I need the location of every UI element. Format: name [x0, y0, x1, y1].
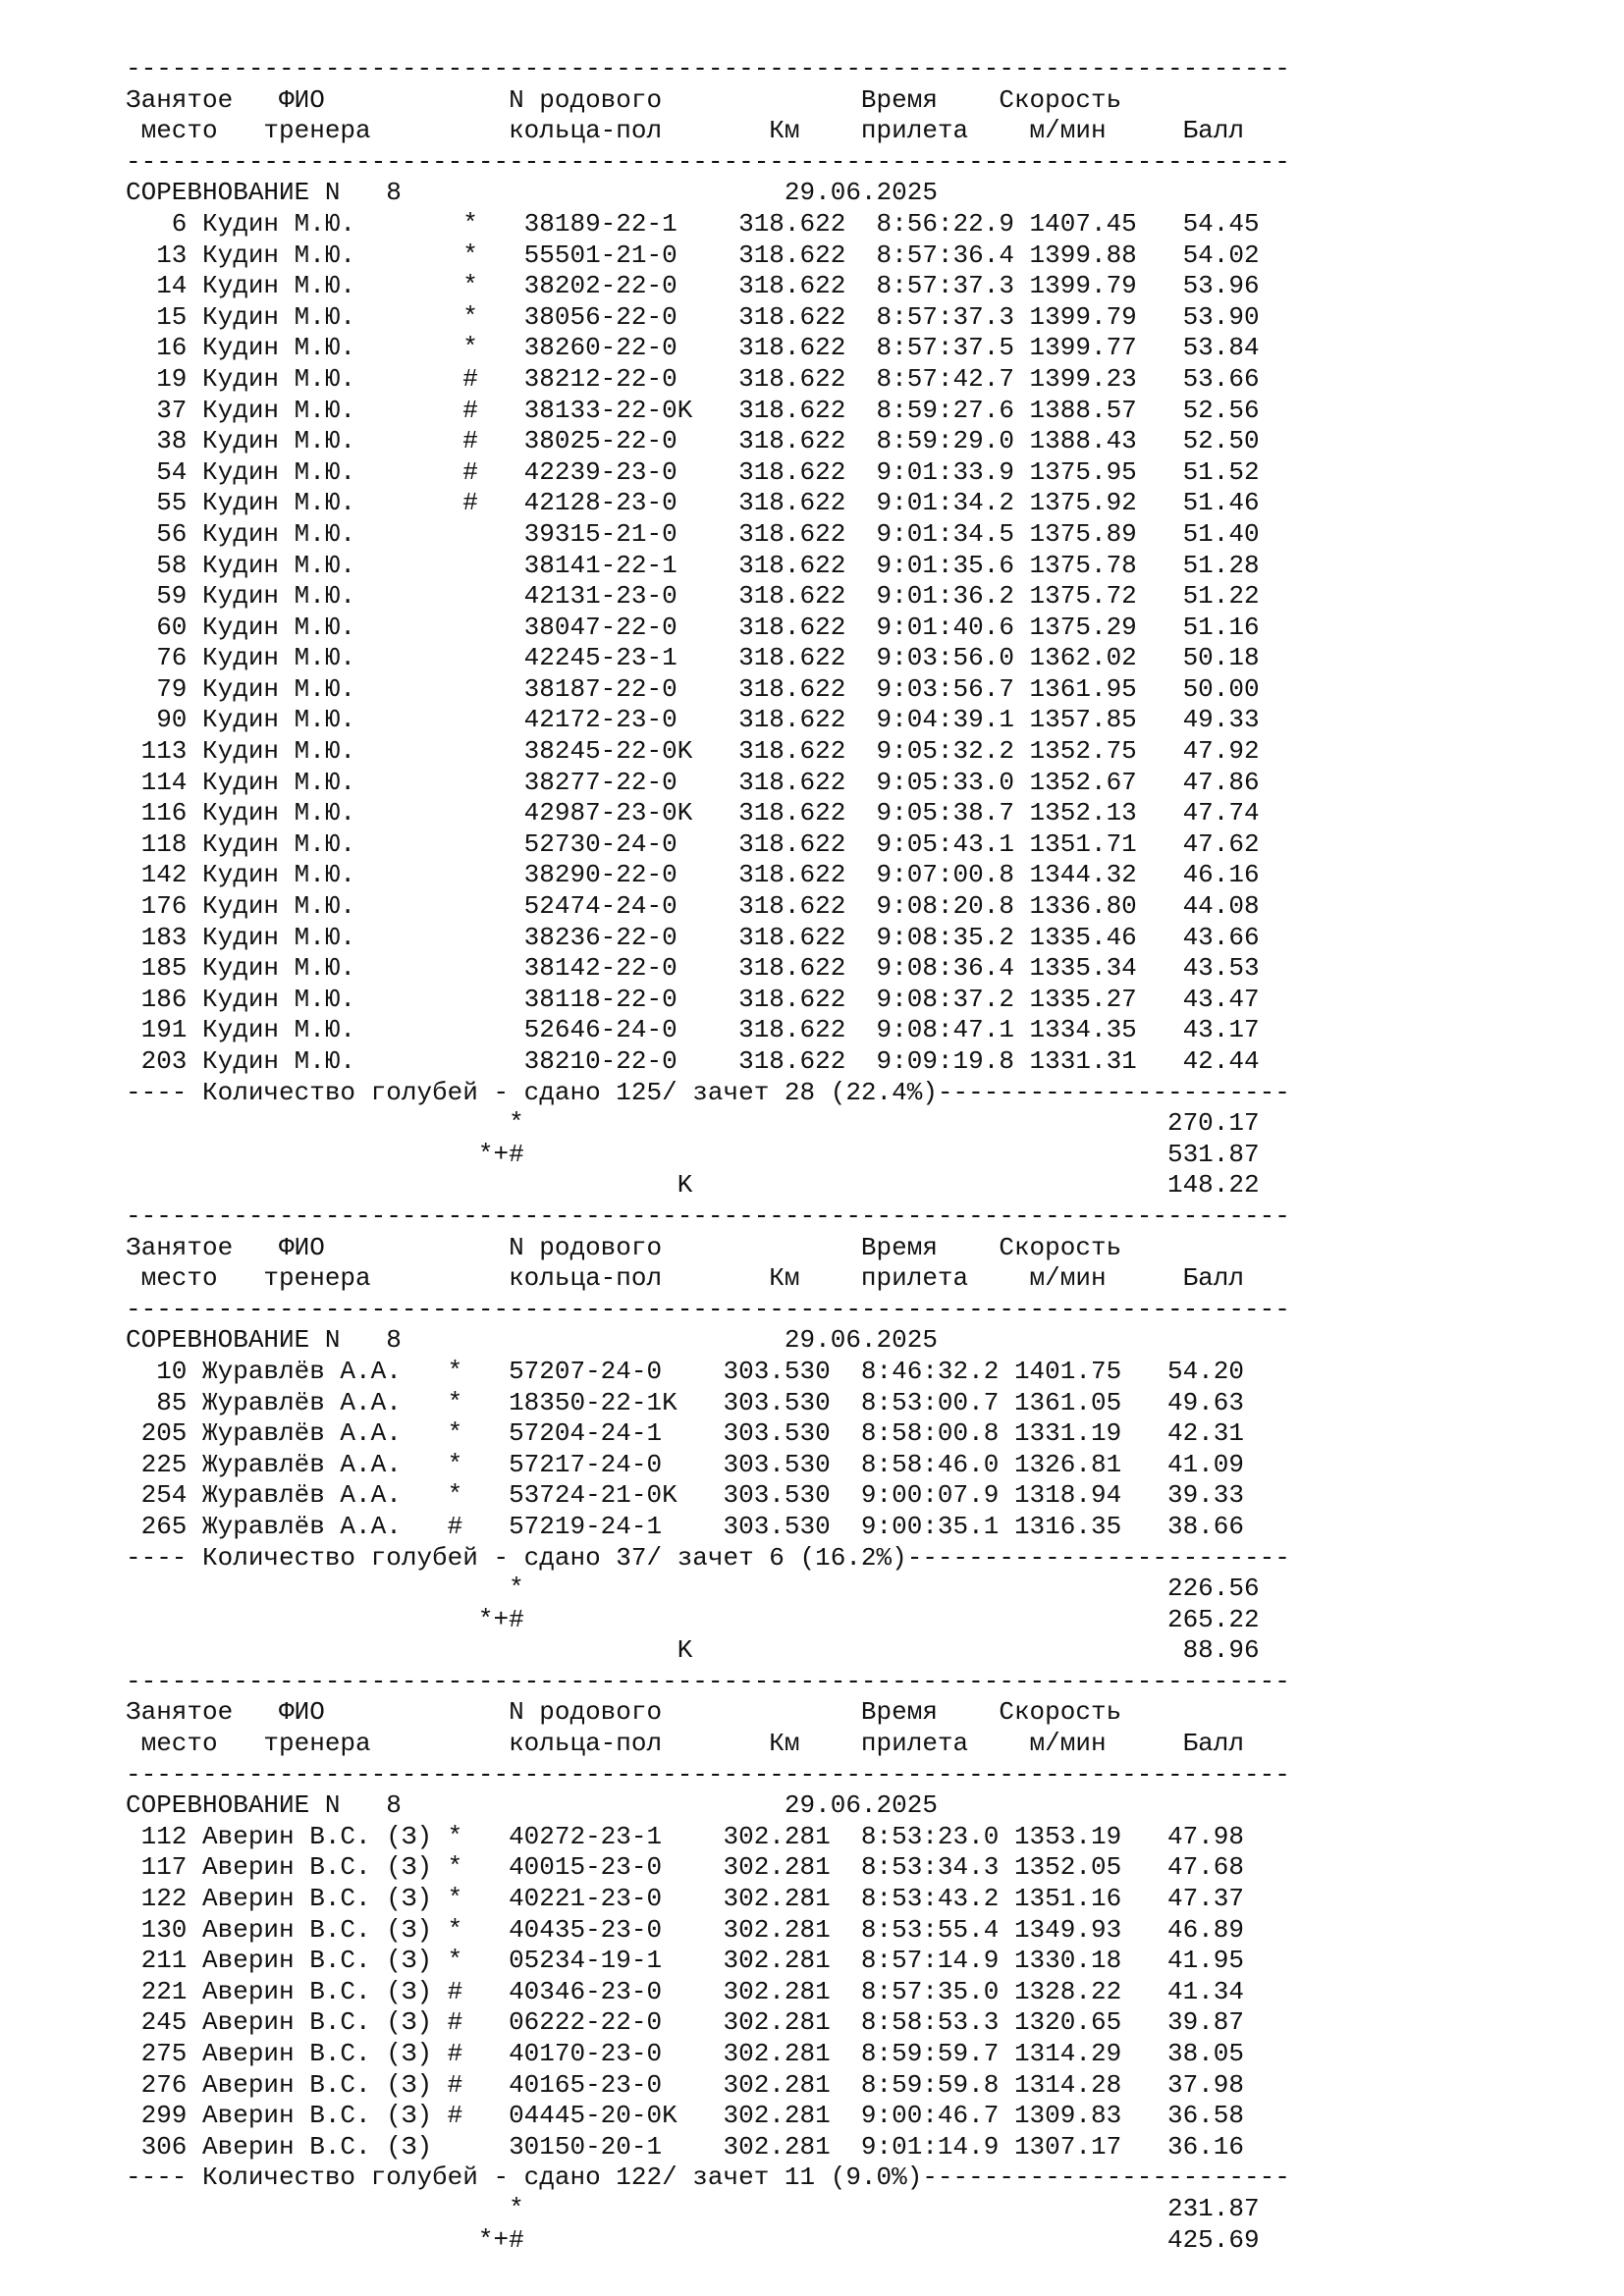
column-header-line: место тренера кольца-пол Км прилета м/мин Балл [126, 116, 1244, 146]
result-row: 299 Аверин В.С. (З) # 04445-20-0K 302.281 9:00:46.7 1309.83 36.58 [126, 2101, 1244, 2131]
result-row: 38 Кудин М.Ю. # 38025-22-0 318.622 8:59:29.0 1388.43 52.50 [126, 426, 1260, 456]
result-row: 16 Кудин М.Ю. * 38260-22-0 318.622 8:57:37.5 1399.77 53.84 [126, 333, 1260, 363]
competition-results-printout [126, 54, 1290, 2256]
result-row: 55 Кудин М.Ю. # 42128-23-0 318.622 9:01:34.2 1375.92 51.46 [126, 488, 1260, 518]
result-row: 191 Кудин М.Ю. 52646-24-0 318.622 9:08:47.1 1334.35 43.17 [126, 1015, 1260, 1045]
result-row: 6 Кудин М.Ю. * 38189-22-1 318.622 8:56:22.9 1407.45 54.45 [126, 208, 1260, 239]
result-row: 113 Кудин М.Ю. 38245-22-0K 318.622 9:05:32.2 1352.75 47.92 [126, 736, 1260, 767]
separator-line: ---------------------------------------------------------------------------- [126, 1201, 1290, 1231]
result-row: 117 Аверин В.С. (З) * 40015-23-0 302.281 8:53:34.3 1352.05 47.68 [126, 1852, 1244, 1883]
competition-header-line: СОРЕВНОВАНИЕ N 8 29.06.2025 [126, 178, 938, 208]
result-row: 90 Кудин М.Ю. 42172-23-0 318.622 9:04:39.1 1357.85 49.33 [126, 705, 1260, 735]
result-row: 306 Аверин В.С. (З) 30150-20-1 302.281 9:01:14.9 1307.17 36.16 [126, 2131, 1244, 2162]
total-line: * 231.87 [126, 2193, 1260, 2223]
result-row: 122 Аверин В.С. (З) * 40221-23-0 302.281 8:53:43.2 1351.16 47.37 [126, 1884, 1244, 1914]
result-row: 15 Кудин М.Ю. * 38056-22-0 318.622 8:57:37.3 1399.79 53.90 [126, 301, 1260, 332]
result-row: 79 Кудин М.Ю. 38187-22-0 318.622 9:03:56.7 1361.95 50.00 [126, 673, 1260, 704]
competition-header-line: СОРЕВНОВАНИЕ N 8 29.06.2025 [126, 1790, 938, 1821]
result-row: 183 Кудин М.Ю. 38236-22-0 318.622 9:08:35.2 1335.46 43.66 [126, 922, 1260, 952]
result-row: 245 Аверин В.С. (З) # 06222-22-0 302.281 8:58:53.3 1320.65 39.87 [126, 2007, 1244, 2038]
result-row: 14 Кудин М.Ю. * 38202-22-0 318.622 8:57:37.3 1399.79 53.96 [126, 271, 1260, 301]
result-row: 186 Кудин М.Ю. 38118-22-0 318.622 9:08:37.2 1335.27 43.47 [126, 984, 1260, 1014]
result-row: 265 Журавлёв А.А. # 57219-24-1 303.530 9:00:35.1 1316.35 38.66 [126, 1511, 1244, 1541]
result-row: 59 Кудин М.Ю. 42131-23-0 318.622 9:01:36.2 1375.72 51.22 [126, 581, 1260, 612]
result-row: 85 Журавлёв А.А. * 18350-22-1K 303.530 8:53:00.7 1361.05 49.63 [126, 1387, 1244, 1417]
result-row: 276 Аверин В.С. (З) # 40165-23-0 302.281 8:59:59.8 1314.28 37.98 [126, 2069, 1244, 2100]
result-row: 221 Аверин В.С. (З) # 40346-23-0 302.281 8:57:35.0 1328.22 41.34 [126, 1976, 1244, 2006]
total-line: K 88.96 [126, 1635, 1260, 1666]
result-row: 142 Кудин М.Ю. 38290-22-0 318.622 9:07:00.8 1344.32 46.16 [126, 860, 1260, 890]
result-row: 114 Кудин М.Ю. 38277-22-0 318.622 9:05:33.0 1352.67 47.86 [126, 767, 1260, 797]
result-row: 37 Кудин М.Ю. # 38133-22-0K 318.622 8:59:27.6 1388.57 52.56 [126, 395, 1260, 425]
result-row: 211 Аверин В.С. (З) * 05234-19-1 302.281 8:57:14.9 1330.18 41.95 [126, 1946, 1244, 1976]
column-header-line: Занятое ФИО N родового Время Скорость [126, 1697, 1122, 1728]
result-row: 130 Аверин В.С. (З) * 40435-23-0 302.281 8:53:55.4 1349.93 46.89 [126, 1914, 1244, 1945]
summary-line: ---- Количество голубей - сдано 37/ зачет 6 (16.2%)------------------------- [126, 1542, 1290, 1573]
result-row: 225 Журавлёв А.А. * 57217-24-0 303.530 8:58:46.0 1326.81 41.09 [126, 1449, 1244, 1479]
competition-header-line: СОРЕВНОВАНИЕ N 8 29.06.2025 [126, 1325, 938, 1356]
column-header-line: место тренера кольца-пол Км прилета м/мин Балл [126, 1729, 1244, 1759]
result-row: 58 Кудин М.Ю. 38141-22-1 318.622 9:01:35.6 1375.78 51.28 [126, 550, 1260, 580]
result-row: 54 Кудин М.Ю. # 42239-23-0 318.622 9:01:33.9 1375.95 51.52 [126, 456, 1260, 487]
total-line: *+# 265.22 [126, 1604, 1260, 1634]
total-line: *+# 531.87 [126, 1139, 1260, 1169]
result-row: 10 Журавлёв А.А. * 57207-24-0 303.530 8:46:32.2 1401.75 54.20 [126, 1356, 1244, 1386]
result-row: 254 Журавлёв А.А. * 53724-21-0K 303.530 9:00:07.9 1318.94 39.33 [126, 1480, 1244, 1511]
result-row: 60 Кудин М.Ю. 38047-22-0 318.622 9:01:40.6 1375.29 51.16 [126, 612, 1260, 642]
column-header-line: Занятое ФИО N родового Время Скорость [126, 1232, 1122, 1262]
result-row: 116 Кудин М.Ю. 42987-23-0K 318.622 9:05:38.7 1352.13 47.74 [126, 798, 1260, 828]
result-row: 176 Кудин М.Ю. 52474-24-0 318.622 9:08:20.8 1336.80 44.08 [126, 891, 1260, 922]
separator-line: ---------------------------------------------------------------------------- [126, 1666, 1290, 1696]
result-row: 203 Кудин М.Ю. 38210-22-0 318.622 9:09:19.8 1331.31 42.44 [126, 1046, 1260, 1076]
result-row: 185 Кудин М.Ю. 38142-22-0 318.622 9:08:36.4 1335.34 43.53 [126, 953, 1260, 984]
result-row: 112 Аверин В.С. (З) * 40272-23-1 302.281 8:53:23.0 1353.19 47.98 [126, 1821, 1244, 1851]
separator-line: ---------------------------------------------------------------------------- [126, 146, 1290, 177]
result-row: 275 Аверин В.С. (З) # 40170-23-0 302.281 8:59:59.7 1314.29 38.05 [126, 2039, 1244, 2068]
result-row: 205 Журавлёв А.А. * 57204-24-1 303.530 8:58:00.8 1331.19 42.31 [126, 1418, 1244, 1449]
result-row: 118 Кудин М.Ю. 52730-24-0 318.622 9:05:43.1 1351.71 47.62 [126, 828, 1260, 859]
result-row: 56 Кудин М.Ю. 39315-21-0 318.622 9:01:34.5 1375.89 51.40 [126, 518, 1260, 549]
summary-line: ---- Количество голубей - сдано 122/ зачет 11 (9.0%)------------------------ [126, 2163, 1290, 2193]
result-row: 13 Кудин М.Ю. * 55501-21-0 318.622 8:57:36.4 1399.88 54.02 [126, 240, 1260, 270]
total-line: *+# 425.69 [126, 2224, 1260, 2255]
summary-line: ---- Количество голубей - сдано 125/ зачет 28 (22.4%)----------------------- [126, 1077, 1290, 1107]
separator-line: ---------------------------------------------------------------------------- [126, 1759, 1290, 1789]
column-header-line: Занятое ФИО N родового Время Скорость [126, 84, 1122, 115]
separator-line: ---------------------------------------------------------------------------- [126, 1294, 1290, 1324]
total-line: * 270.17 [126, 1108, 1260, 1139]
result-row: 19 Кудин М.Ю. # 38212-22-0 318.622 8:57:42.7 1399.23 53.66 [126, 363, 1260, 394]
total-line: K 148.22 [126, 1170, 1260, 1201]
column-header-line: место тренера кольца-пол Км прилета м/мин Балл [126, 1263, 1244, 1294]
separator-line: ---------------------------------------------------------------------------- [126, 54, 1290, 83]
total-line: * 226.56 [126, 1574, 1260, 1604]
result-row: 76 Кудин М.Ю. 42245-23-1 318.622 9:03:56.0 1362.02 50.18 [126, 643, 1260, 673]
